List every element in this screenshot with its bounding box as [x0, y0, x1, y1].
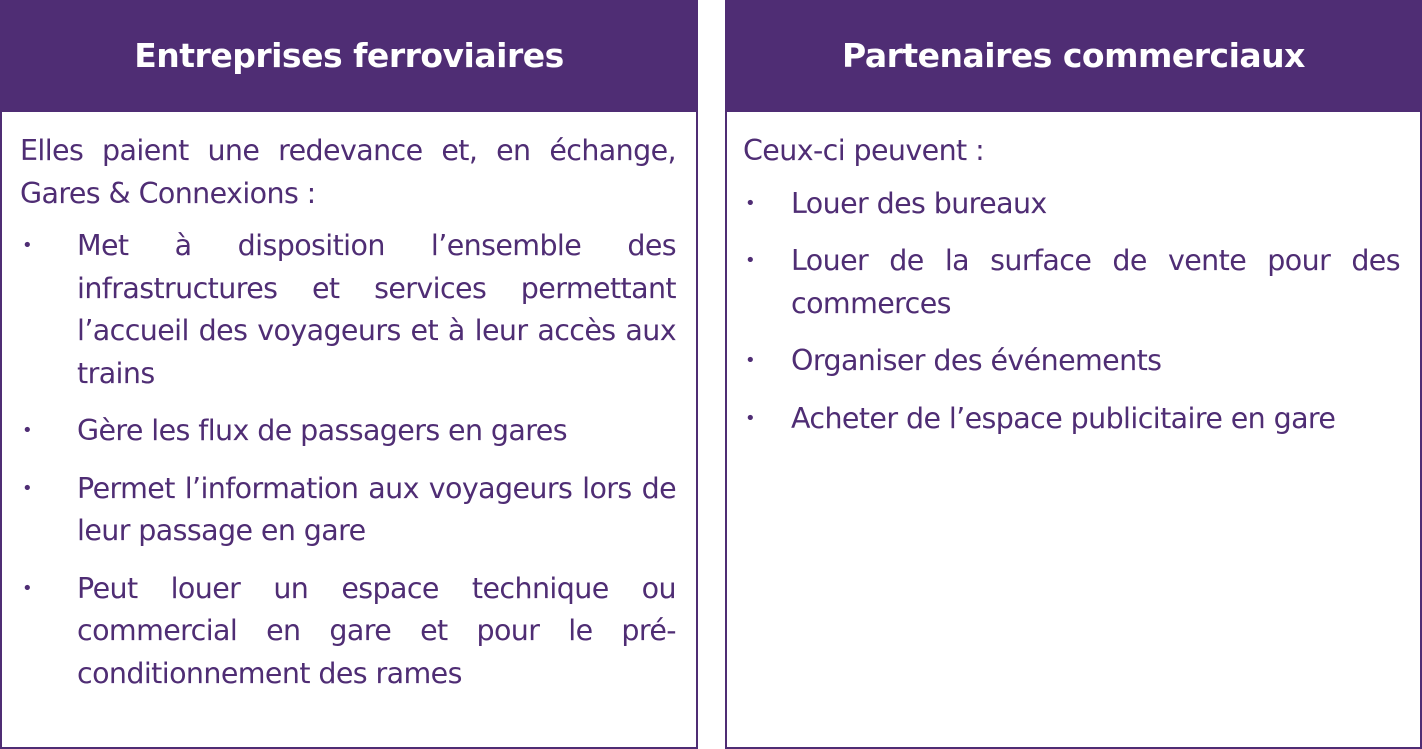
list-item-text: Organiser des événements: [791, 344, 1162, 377]
bullet-icon: •: [22, 420, 33, 441]
bullet-icon: •: [22, 235, 33, 256]
list-item-text: Louer des bureaux: [791, 186, 1047, 220]
list-item-text: Peut louer un espace technique ou commercial en gare et pour le pré-conditionnement des rames: [77, 571, 676, 690]
bullet-icon: •: [745, 407, 756, 429]
list-item: [743, 240, 1400, 325]
list-item-text: Met à disposition l’ensemble des infrastructures et services permettant l’accueil des voyageurs et à leur accès aux trains: [77, 229, 676, 390]
panel-title-railway-companies: Entreprises ferroviaires: [2, 2, 696, 112]
list-item: [20, 225, 676, 395]
list-item-text: Louer de la surface de vente pour des commerces: [791, 244, 1400, 320]
intro-text: Ceux-ci peuvent :: [743, 134, 985, 167]
bullet-icon: •: [745, 350, 756, 371]
bullet-list: [20, 225, 676, 695]
bullet-icon: •: [22, 477, 33, 499]
intro-text: Elles paient une redevance et, en échange, Gares & Connexions :: [20, 134, 676, 210]
list-item: [743, 183, 1400, 226]
panel-railway-companies: [0, 0, 698, 749]
bullet-icon: •: [745, 250, 756, 271]
panel-title-commercial-partners: Partenaires commerciaux: [727, 2, 1420, 112]
bullet-icon: •: [22, 577, 33, 599]
list-item: [743, 398, 1400, 441]
list-item: [20, 568, 676, 696]
list-item: [20, 410, 676, 453]
list-item: [743, 340, 1400, 383]
list-item-text: Permet l’information aux voyageurs lors de leur passage en gare: [77, 471, 676, 547]
panel-body-commercial-partners: [727, 112, 1420, 440]
panel-body-railway-companies: [2, 112, 696, 695]
panel-commercial-partners: [725, 0, 1422, 749]
bullet-list: [743, 183, 1400, 441]
list-item-text: Acheter de l’espace publicitaire en gare: [791, 401, 1336, 435]
list-item: [20, 468, 676, 553]
list-item-text: Gère les flux de passagers en gares: [77, 414, 567, 447]
bullet-icon: •: [745, 192, 756, 214]
